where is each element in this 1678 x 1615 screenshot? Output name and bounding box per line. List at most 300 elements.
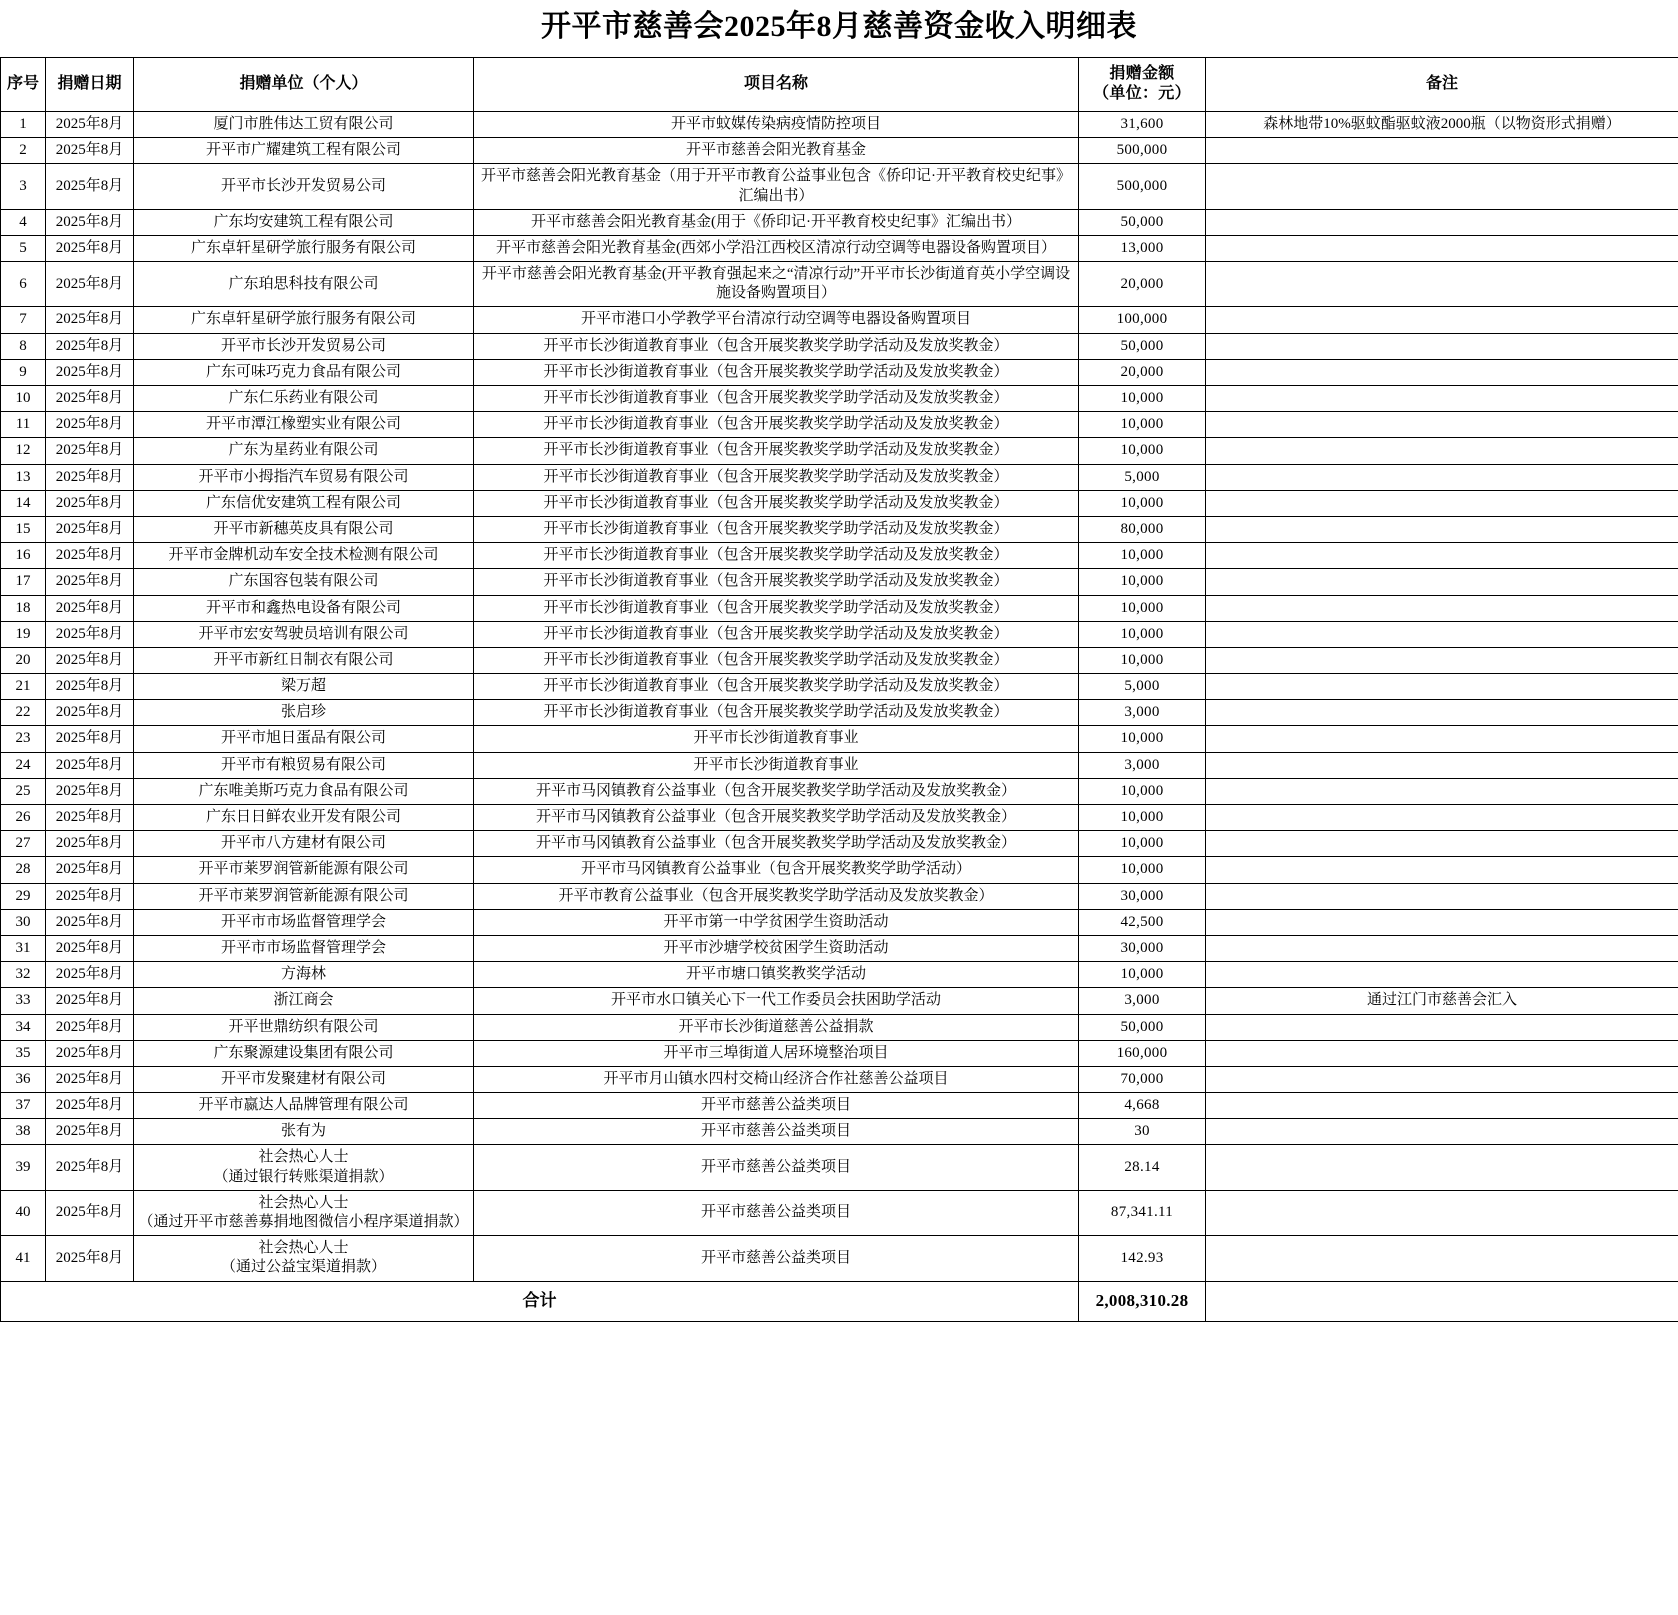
cell-note (1206, 935, 1678, 961)
cell-note (1206, 805, 1678, 831)
cell-index: 5 (1, 235, 46, 261)
cell-amount: 10,000 (1079, 569, 1206, 595)
cell-note (1206, 1236, 1678, 1281)
cell-amount: 30 (1079, 1119, 1206, 1145)
cell-index: 10 (1, 386, 46, 412)
table-row (1, 883, 1678, 909)
cell-project: 开平市长沙街道教育事业 (474, 752, 1079, 778)
cell-amount: 20,000 (1079, 359, 1206, 385)
cell-index: 1 (1, 111, 46, 137)
cell-note (1206, 857, 1678, 883)
cell-donor: 开平市八方建材有限公司 (134, 831, 474, 857)
cell-index: 15 (1, 516, 46, 542)
cell-project: 开平市慈善公益类项目 (474, 1190, 1079, 1235)
table-row (1, 209, 1678, 235)
table-row (1, 490, 1678, 516)
cell-date: 2025年8月 (46, 307, 134, 333)
total-amount: 2,008,310.28 (1079, 1281, 1206, 1321)
cell-donor: 张有为 (134, 1119, 474, 1145)
cell-project: 开平市慈善公益类项目 (474, 1145, 1079, 1190)
cell-index: 18 (1, 595, 46, 621)
cell-index: 24 (1, 752, 46, 778)
cell-project: 开平市长沙街道教育事业（包含开展奖教奖学助学活动及发放奖教金） (474, 464, 1079, 490)
cell-project: 开平市长沙街道教育事业（包含开展奖教奖学助学活动及发放奖教金） (474, 490, 1079, 516)
cell-date: 2025年8月 (46, 1066, 134, 1092)
column-header-donor: 捐赠单位（个人） (134, 58, 474, 112)
table-row (1, 1145, 1678, 1190)
cell-donor: 开平市长沙开发贸易公司 (134, 164, 474, 209)
cell-amount: 50,000 (1079, 209, 1206, 235)
cell-date: 2025年8月 (46, 359, 134, 385)
cell-donor: 开平市潭江橡塑实业有限公司 (134, 412, 474, 438)
cell-donor: 开平市莱罗润管新能源有限公司 (134, 883, 474, 909)
cell-note (1206, 752, 1678, 778)
cell-project: 开平市塘口镇奖教奖学活动 (474, 962, 1079, 988)
cell-donor: 开平市长沙开发贸易公司 (134, 333, 474, 359)
table-row (1, 516, 1678, 542)
table-row (1, 569, 1678, 595)
cell-amount: 10,000 (1079, 962, 1206, 988)
cell-donor-line2: （通过开平市慈善募捐地图微信小程序渠道捐款） (138, 1214, 469, 1230)
cell-donor: 开平市新红日制衣有限公司 (134, 647, 474, 673)
cell-project: 开平市长沙街道教育事业（包含开展奖教奖学助学活动及发放奖教金） (474, 700, 1079, 726)
cell-index: 41 (1, 1236, 46, 1281)
cell-index: 38 (1, 1119, 46, 1145)
table-row (1, 726, 1678, 752)
cell-note (1206, 647, 1678, 673)
cell-date: 2025年8月 (46, 647, 134, 673)
cell-project: 开平市长沙街道教育事业 (474, 726, 1079, 752)
cell-donor: 广东仁乐药业有限公司 (134, 386, 474, 412)
cell-project: 开平市慈善会阳光教育基金(开平教育强起来之“清凉行动”开平市长沙街道育英小学空调设施设备购置项目） (474, 262, 1079, 307)
cell-note (1206, 464, 1678, 490)
cell-date: 2025年8月 (46, 857, 134, 883)
cell-index: 21 (1, 674, 46, 700)
cell-date: 2025年8月 (46, 805, 134, 831)
cell-amount: 10,000 (1079, 621, 1206, 647)
cell-amount: 100,000 (1079, 307, 1206, 333)
table-row (1, 805, 1678, 831)
cell-date: 2025年8月 (46, 543, 134, 569)
cell-donor: 厦门市胜伟达工贸有限公司 (134, 111, 474, 137)
table-row (1, 359, 1678, 385)
table-row (1, 438, 1678, 464)
cell-date: 2025年8月 (46, 909, 134, 935)
cell-note (1206, 209, 1678, 235)
cell-note (1206, 164, 1678, 209)
cell-amount: 142.93 (1079, 1236, 1206, 1281)
cell-project: 开平市蚊媒传染病疫情防控项目 (474, 111, 1079, 137)
cell-amount: 10,000 (1079, 726, 1206, 752)
table-row (1, 621, 1678, 647)
cell-index: 35 (1, 1040, 46, 1066)
cell-amount: 10,000 (1079, 778, 1206, 804)
cell-donor-line1: 社会热心人士 (258, 1149, 349, 1166)
cell-note (1206, 438, 1678, 464)
table-row (1, 857, 1678, 883)
cell-date: 2025年8月 (46, 778, 134, 804)
cell-donor: 广东卓轩星研学旅行服务有限公司 (134, 307, 474, 333)
table-row (1, 752, 1678, 778)
cell-donor (134, 1190, 474, 1235)
cell-date: 2025年8月 (46, 1040, 134, 1066)
table-row (1, 307, 1678, 333)
table-row (1, 647, 1678, 673)
cell-project: 开平市长沙街道教育事业（包含开展奖教奖学助学活动及发放奖教金） (474, 674, 1079, 700)
cell-amount: 10,000 (1079, 595, 1206, 621)
cell-date: 2025年8月 (46, 752, 134, 778)
cell-donor: 开平市小拇指汽车贸易有限公司 (134, 464, 474, 490)
cell-amount: 87,341.11 (1079, 1190, 1206, 1235)
cell-project: 开平市三埠街道人居环境整治项目 (474, 1040, 1079, 1066)
cell-date: 2025年8月 (46, 235, 134, 261)
cell-amount: 160,000 (1079, 1040, 1206, 1066)
cell-index: 36 (1, 1066, 46, 1092)
cell-project: 开平市月山镇水四村交椅山经济合作社慈善公益项目 (474, 1066, 1079, 1092)
table-row (1, 164, 1678, 209)
cell-amount: 20,000 (1079, 262, 1206, 307)
cell-date: 2025年8月 (46, 1119, 134, 1145)
cell-note (1206, 1145, 1678, 1190)
cell-project: 开平市长沙街道教育事业（包含开展奖教奖学助学活动及发放奖教金） (474, 569, 1079, 595)
cell-project: 开平市长沙街道教育事业（包含开展奖教奖学助学活动及发放奖教金） (474, 412, 1079, 438)
cell-date: 2025年8月 (46, 111, 134, 137)
cell-amount: 80,000 (1079, 516, 1206, 542)
cell-index: 28 (1, 857, 46, 883)
cell-amount: 10,000 (1079, 857, 1206, 883)
cell-index: 16 (1, 543, 46, 569)
cell-note (1206, 516, 1678, 542)
cell-note (1206, 1014, 1678, 1040)
cell-project: 开平市港口小学教学平台清凉行动空调等电器设备购置项目 (474, 307, 1079, 333)
table-row (1, 235, 1678, 261)
table-row (1, 831, 1678, 857)
cell-amount: 3,000 (1079, 700, 1206, 726)
cell-date: 2025年8月 (46, 138, 134, 164)
cell-donor: 广东信优安建筑工程有限公司 (134, 490, 474, 516)
cell-project: 开平市慈善会阳光教育基金(用于《侨印记·开平教育校史纪事》汇编出书） (474, 209, 1079, 235)
cell-note (1206, 235, 1678, 261)
cell-project: 开平市沙塘学校贫困学生资助活动 (474, 935, 1079, 961)
table-row (1, 935, 1678, 961)
cell-note (1206, 1066, 1678, 1092)
cell-amount: 70,000 (1079, 1066, 1206, 1092)
table-row (1, 1236, 1678, 1281)
cell-donor: 开平市金牌机动车安全技术检测有限公司 (134, 543, 474, 569)
cell-note: 通过江门市慈善会汇入 (1206, 988, 1678, 1014)
cell-amount: 5,000 (1079, 674, 1206, 700)
cell-amount: 42,500 (1079, 909, 1206, 935)
column-header-amount-line2: （单位：元） (1093, 85, 1191, 103)
cell-index: 40 (1, 1190, 46, 1235)
cell-date: 2025年8月 (46, 962, 134, 988)
cell-amount: 10,000 (1079, 647, 1206, 673)
cell-amount: 30,000 (1079, 883, 1206, 909)
cell-note (1206, 1190, 1678, 1235)
cell-project: 开平市水口镇关心下一代工作委员会扶困助学活动 (474, 988, 1079, 1014)
table-row (1, 700, 1678, 726)
cell-index: 23 (1, 726, 46, 752)
cell-note (1206, 333, 1678, 359)
cell-project: 开平市长沙街道教育事业（包含开展奖教奖学助学活动及发放奖教金） (474, 359, 1079, 385)
cell-note (1206, 569, 1678, 595)
cell-project: 开平市慈善会阳光教育基金（用于开平市教育公益事业包含《侨印记·开平教育校史纪事》汇编出书） (474, 164, 1079, 209)
cell-project: 开平市慈善会阳光教育基金 (474, 138, 1079, 164)
cell-donor: 广东为星药业有限公司 (134, 438, 474, 464)
cell-amount: 5,000 (1079, 464, 1206, 490)
cell-donor-line1: 社会热心人士 (258, 1240, 349, 1257)
cell-donor: 开平市宏安驾驶员培训有限公司 (134, 621, 474, 647)
cell-date: 2025年8月 (46, 490, 134, 516)
cell-amount: 30,000 (1079, 935, 1206, 961)
cell-date: 2025年8月 (46, 700, 134, 726)
cell-project: 开平市长沙街道教育事业（包含开展奖教奖学助学活动及发放奖教金） (474, 543, 1079, 569)
cell-date: 2025年8月 (46, 726, 134, 752)
table-body (1, 111, 1678, 1281)
cell-index: 19 (1, 621, 46, 647)
cell-donor: 广东唯美斯巧克力食品有限公司 (134, 778, 474, 804)
cell-date: 2025年8月 (46, 831, 134, 857)
cell-project: 开平市教育公益事业（包含开展奖教奖学助学活动及发放奖教金） (474, 883, 1079, 909)
cell-amount: 13,000 (1079, 235, 1206, 261)
cell-date: 2025年8月 (46, 883, 134, 909)
cell-project: 开平市慈善公益类项目 (474, 1093, 1079, 1119)
cell-donor: 广东均安建筑工程有限公司 (134, 209, 474, 235)
cell-date: 2025年8月 (46, 988, 134, 1014)
table-row (1, 262, 1678, 307)
cell-note (1206, 307, 1678, 333)
cell-donor: 广东珀思科技有限公司 (134, 262, 474, 307)
cell-donor: 开平市市场监督管理学会 (134, 909, 474, 935)
cell-note (1206, 262, 1678, 307)
cell-note (1206, 962, 1678, 988)
table-row (1, 595, 1678, 621)
cell-note (1206, 674, 1678, 700)
cell-donor: 广东聚源建设集团有限公司 (134, 1040, 474, 1066)
cell-project: 开平市长沙街道教育事业（包含开展奖教奖学助学活动及发放奖教金） (474, 595, 1079, 621)
total-note (1206, 1281, 1678, 1321)
donation-detail-table (0, 57, 1678, 1322)
cell-note (1206, 359, 1678, 385)
cell-donor (134, 1145, 474, 1190)
cell-date: 2025年8月 (46, 1093, 134, 1119)
cell-date: 2025年8月 (46, 1145, 134, 1190)
table-row (1, 464, 1678, 490)
cell-date: 2025年8月 (46, 262, 134, 307)
cell-note (1206, 412, 1678, 438)
cell-amount: 3,000 (1079, 988, 1206, 1014)
page-title: 开平市慈善会2025年8月慈善资金收入明细表 (541, 10, 1137, 43)
cell-note (1206, 490, 1678, 516)
table-row (1, 1190, 1678, 1235)
cell-note (1206, 138, 1678, 164)
cell-index: 37 (1, 1093, 46, 1119)
cell-index: 3 (1, 164, 46, 209)
cell-amount: 31,600 (1079, 111, 1206, 137)
cell-index: 30 (1, 909, 46, 935)
cell-index: 7 (1, 307, 46, 333)
cell-note (1206, 1040, 1678, 1066)
cell-amount: 10,000 (1079, 490, 1206, 516)
cell-amount: 500,000 (1079, 164, 1206, 209)
cell-amount: 500,000 (1079, 138, 1206, 164)
table-row (1, 543, 1678, 569)
cell-amount: 10,000 (1079, 543, 1206, 569)
cell-project: 开平市马冈镇教育公益事业（包含开展奖教奖学助学活动及发放奖教金） (474, 778, 1079, 804)
cell-index: 13 (1, 464, 46, 490)
column-header-note: 备注 (1206, 58, 1678, 112)
cell-index: 20 (1, 647, 46, 673)
cell-donor: 开平市嬴达人品牌管理有限公司 (134, 1093, 474, 1119)
column-header-amount-line1: 捐赠金额 (1109, 65, 1175, 82)
cell-index: 32 (1, 962, 46, 988)
cell-index: 12 (1, 438, 46, 464)
cell-donor: 开平市旭日蛋品有限公司 (134, 726, 474, 752)
table-footer (1, 1281, 1678, 1321)
cell-donor: 梁万超 (134, 674, 474, 700)
cell-project: 开平市长沙街道教育事业（包含开展奖教奖学助学活动及发放奖教金） (474, 647, 1079, 673)
cell-index: 2 (1, 138, 46, 164)
cell-project: 开平市马冈镇教育公益事业（包含开展奖教奖学助学活动及发放奖教金） (474, 831, 1079, 857)
column-header-index: 序号 (1, 58, 46, 112)
table-row (1, 674, 1678, 700)
cell-project: 开平市长沙街道教育事业（包含开展奖教奖学助学活动及发放奖教金） (474, 516, 1079, 542)
table-row (1, 386, 1678, 412)
cell-donor: 开平市新穗英皮具有限公司 (134, 516, 474, 542)
cell-index: 33 (1, 988, 46, 1014)
cell-amount: 28.14 (1079, 1145, 1206, 1190)
column-header-date: 捐赠日期 (46, 58, 134, 112)
cell-project: 开平市慈善公益类项目 (474, 1236, 1079, 1281)
cell-project: 开平市长沙街道慈善公益捐款 (474, 1014, 1079, 1040)
cell-date: 2025年8月 (46, 438, 134, 464)
cell-note (1206, 700, 1678, 726)
cell-project: 开平市慈善会阳光教育基金(西郊小学沿江西校区清凉行动空调等电器设备购置项目） (474, 235, 1079, 261)
cell-donor-line2: （通过银行转账渠道捐款） (213, 1168, 394, 1185)
cell-index: 14 (1, 490, 46, 516)
cell-date: 2025年8月 (46, 1014, 134, 1040)
total-label: 合计 (1, 1281, 1079, 1321)
table-row (1, 1066, 1678, 1092)
cell-project: 开平市长沙街道教育事业（包含开展奖教奖学助学活动及发放奖教金） (474, 386, 1079, 412)
total-row (1, 1281, 1678, 1321)
cell-date: 2025年8月 (46, 674, 134, 700)
cell-date: 2025年8月 (46, 621, 134, 647)
table-row (1, 778, 1678, 804)
cell-date: 2025年8月 (46, 935, 134, 961)
cell-note (1206, 1093, 1678, 1119)
cell-index: 22 (1, 700, 46, 726)
cell-index: 25 (1, 778, 46, 804)
cell-date: 2025年8月 (46, 333, 134, 359)
cell-note (1206, 621, 1678, 647)
cell-note (1206, 726, 1678, 752)
cell-date: 2025年8月 (46, 569, 134, 595)
cell-project: 开平市长沙街道教育事业（包含开展奖教奖学助学活动及发放奖教金） (474, 621, 1079, 647)
table-row (1, 111, 1678, 137)
cell-date: 2025年8月 (46, 516, 134, 542)
cell-donor: 开平市和鑫热电设备有限公司 (134, 595, 474, 621)
cell-index: 17 (1, 569, 46, 595)
cell-donor: 开平市发聚建材有限公司 (134, 1066, 474, 1092)
table-row (1, 1119, 1678, 1145)
cell-index: 34 (1, 1014, 46, 1040)
cell-index: 11 (1, 412, 46, 438)
table-header-row (1, 58, 1678, 112)
cell-donor: 广东卓轩星研学旅行服务有限公司 (134, 235, 474, 261)
cell-amount: 10,000 (1079, 412, 1206, 438)
table-row (1, 988, 1678, 1014)
cell-note (1206, 1119, 1678, 1145)
cell-note: 森林地带10%驱蚊酯驱蚊液2000瓶（以物资形式捐赠） (1206, 111, 1678, 137)
cell-donor: 开平市市场监督管理学会 (134, 935, 474, 961)
cell-note (1206, 778, 1678, 804)
cell-amount: 4,668 (1079, 1093, 1206, 1119)
cell-date: 2025年8月 (46, 464, 134, 490)
table-row (1, 1093, 1678, 1119)
cell-amount: 50,000 (1079, 1014, 1206, 1040)
cell-amount: 10,000 (1079, 438, 1206, 464)
cell-index: 4 (1, 209, 46, 235)
cell-donor: 开平市广耀建筑工程有限公司 (134, 138, 474, 164)
cell-note (1206, 595, 1678, 621)
cell-amount: 3,000 (1079, 752, 1206, 778)
cell-donor: 广东日日鲜农业开发有限公司 (134, 805, 474, 831)
cell-date: 2025年8月 (46, 595, 134, 621)
cell-donor: 张启珍 (134, 700, 474, 726)
table-header (1, 58, 1678, 112)
cell-index: 8 (1, 333, 46, 359)
cell-donor-line2: （通过公益宝渠道捐款） (220, 1259, 386, 1276)
cell-donor: 广东国容包装有限公司 (134, 569, 474, 595)
cell-date: 2025年8月 (46, 412, 134, 438)
cell-amount: 10,000 (1079, 386, 1206, 412)
cell-amount: 50,000 (1079, 333, 1206, 359)
cell-project: 开平市长沙街道教育事业（包含开展奖教奖学助学活动及发放奖教金） (474, 438, 1079, 464)
cell-date: 2025年8月 (46, 164, 134, 209)
table-row (1, 962, 1678, 988)
column-header-amount (1079, 58, 1206, 112)
cell-donor (134, 1236, 474, 1281)
cell-donor: 广东可味巧克力食品有限公司 (134, 359, 474, 385)
cell-date: 2025年8月 (46, 386, 134, 412)
cell-index: 29 (1, 883, 46, 909)
table-row (1, 333, 1678, 359)
cell-donor: 开平市有粮贸易有限公司 (134, 752, 474, 778)
cell-donor: 方海林 (134, 962, 474, 988)
cell-donor: 开平市莱罗润管新能源有限公司 (134, 857, 474, 883)
cell-date: 2025年8月 (46, 1190, 134, 1235)
cell-donor: 浙江商会 (134, 988, 474, 1014)
cell-donor: 开平世鼎纺织有限公司 (134, 1014, 474, 1040)
table-row (1, 138, 1678, 164)
cell-amount: 10,000 (1079, 805, 1206, 831)
cell-index: 27 (1, 831, 46, 857)
cell-note (1206, 883, 1678, 909)
table-row (1, 1040, 1678, 1066)
cell-note (1206, 543, 1678, 569)
column-header-project: 项目名称 (474, 58, 1079, 112)
cell-project: 开平市长沙街道教育事业（包含开展奖教奖学助学活动及发放奖教金） (474, 333, 1079, 359)
table-row (1, 909, 1678, 935)
cell-project: 开平市慈善公益类项目 (474, 1119, 1079, 1145)
cell-project: 开平市马冈镇教育公益事业（包含开展奖教奖学助学活动） (474, 857, 1079, 883)
cell-project: 开平市马冈镇教育公益事业（包含开展奖教奖学助学活动及发放奖教金） (474, 805, 1079, 831)
cell-amount: 10,000 (1079, 831, 1206, 857)
cell-date: 2025年8月 (46, 209, 134, 235)
cell-note (1206, 909, 1678, 935)
cell-project: 开平市第一中学贫困学生资助活动 (474, 909, 1079, 935)
